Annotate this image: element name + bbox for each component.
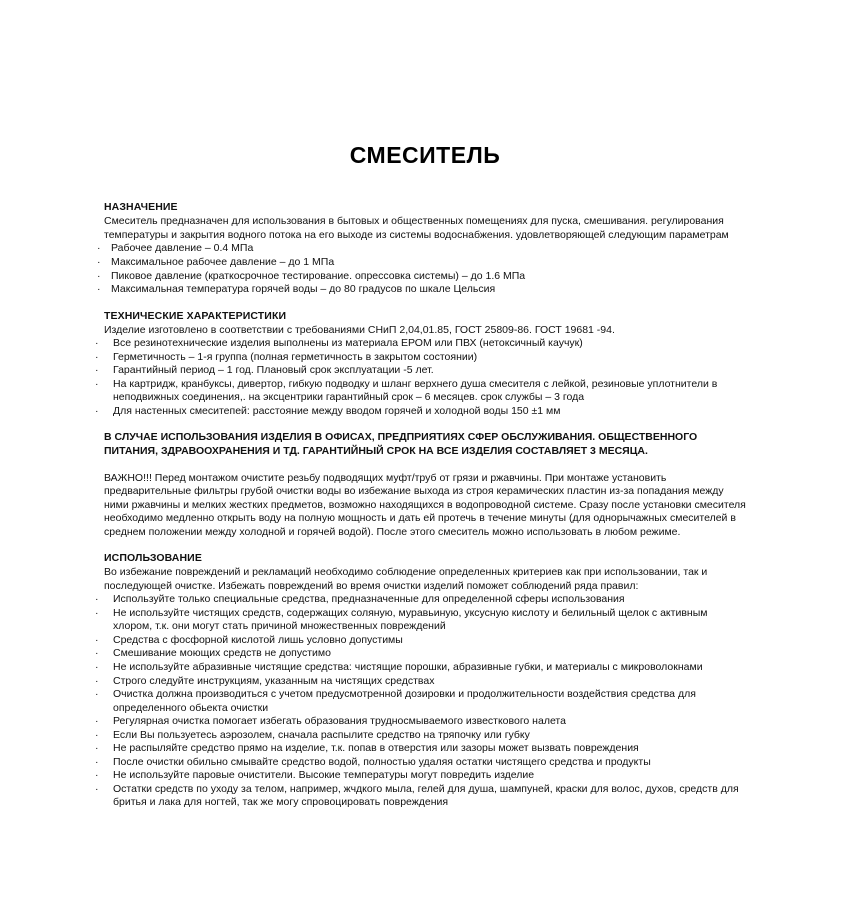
- bullet-icon: ·: [95, 755, 99, 768]
- list-item-text: Остатки средств по уходу за телом, например, жчдкого мыла, гелей для душа, шампуней, краски для волос, духов, средств для бритья и лака для ногтей, так же могу спровоцировать повреждения: [113, 782, 739, 809]
- bullet-icon: ·: [95, 404, 99, 417]
- list-item: [95, 606, 746, 634]
- list-item: [95, 337, 746, 351]
- list-item: [95, 755, 746, 770]
- important-paragraph: ВАЖНО!!! Перед монтажом очистите резьбу подводящих муфт/труб от грязи и ржавчины. При монтаже установить предварительные фильтры грубой очистки воды во избежание выхода из строя керамических пластин из-за попадания между ними ржавчины и мелких жестких предметов, возможно находящихся в водопроводной системе. Сразу после установки смесителя необходимо медленно открыть воду на полную мощность и дать ей протечь в течение минуты (для однорычажных смесителей в среднем положении между холодной и горячей водой). После этого смеситель можно использовать в любом режиме.: [104, 471, 746, 538]
- list-item-text: Средства с фосфорной кислотой лишь условно допустимы: [113, 633, 403, 646]
- section-warranty-notice: [104, 431, 746, 458]
- list-item-text: Герметичность – 1-я группа (полная герметичность в закрытом состоянии): [113, 350, 478, 363]
- bullet-icon: ·: [95, 593, 99, 606]
- bullet-icon: ·: [95, 606, 99, 619]
- list-item: [97, 269, 746, 284]
- list-item-text: Пиковое давление (краткосрочное тестирование. опрессовка системы) – до 1.6 МПа: [111, 269, 526, 282]
- list-item: [95, 715, 746, 729]
- list-item-text: Используйте только специальные средства, предназначенные для определенной сферы использования: [113, 593, 625, 606]
- list-item-text: Не используйте чистящих средств, содержащих соляную, муравьиную, уксусную кислоту и белильный щелок с активным хлором, т.к. они могут стать причиной множественных повреждений: [113, 606, 708, 633]
- bullet-icon: ·: [97, 256, 101, 269]
- specs-intro-paragraph: Изделие изготовлено в соответствии с требованиями СНиП 2,04,01.85, ГОСТ 25809-86. ГОСТ 19681 -94.: [104, 323, 615, 336]
- page-title: СМЕСИТЕЛЬ: [349, 142, 501, 168]
- list-item: [95, 364, 746, 378]
- list-item: [95, 661, 746, 675]
- list-item: [97, 242, 746, 256]
- list-item-text: Все резинотехнические изделия выполнены из материала ЕРОМ или ПВХ (нетоксичный каучук): [113, 337, 583, 350]
- bullet-icon: ·: [95, 633, 99, 646]
- purpose-bullet-list: [97, 242, 746, 296]
- list-item: [97, 256, 746, 270]
- list-item: [97, 283, 746, 297]
- list-item: [95, 769, 746, 783]
- bullet-icon: ·: [97, 242, 101, 255]
- list-item: [95, 782, 746, 810]
- list-item: [95, 742, 746, 756]
- section-heading-usage: ИСПОЛЬЗОВАНИЕ: [104, 552, 202, 565]
- bullet-icon: ·: [97, 269, 101, 282]
- list-item-text: Не используйте абразивные чистящие средства: чистящие порошки, абразивные губки, и материалы с микроволокнами: [113, 661, 703, 674]
- bullet-icon: ·: [95, 377, 99, 390]
- bullet-icon: ·: [97, 283, 101, 296]
- list-item-text: Смешивание моющих средств не допустимо: [113, 647, 331, 660]
- section-heading-specs: ТЕХНИЧЕСКИЕ ХАРАКТЕРИСТИКИ: [104, 309, 287, 322]
- usage-intro-paragraph: Во избежание повреждений и рекламаций необходимо соблюдение определенных критериев как при использовании, так и последующей очистке. Избежать повреждений во время очистки изделий поможет соблюдений ряда правил:: [104, 566, 708, 592]
- list-item: [95, 674, 746, 689]
- list-item-text: Очистка должна производиться с учетом предусмотренной дозировки и продолжительности воздействия средства для определенного обьекта очистки: [113, 688, 696, 714]
- list-item-text: Гарантийный период – 1 год. Плановый срок эксплуатации -5 лет.: [113, 364, 434, 377]
- bullet-icon: ·: [95, 647, 99, 660]
- list-item-text: Если Вы пользуетесь аэрозолем, сначала распылите средство на тряпочку или губку: [113, 728, 530, 741]
- list-item-text: На картридж, кранбуксы, дивертор, гибкую подводку и шланг верхнего душа смесителя с лейкой, резиновые уплотнители в неподвижных соединения,. на эксцентрики гарантийный срок – 6 месяцев. срок службы – 3 года: [113, 377, 718, 404]
- bullet-icon: ·: [95, 715, 99, 728]
- list-item: [95, 688, 746, 715]
- specs-bullet-list: [95, 337, 746, 418]
- list-item: [95, 404, 746, 419]
- list-item-text: Не используйте паровые очистители. Высокие температуры могут повредить изделие: [113, 769, 535, 782]
- purpose-intro-paragraph: Смеситель предназначен для использования в бытовых и общественных помещениях для пуска, смешивания. регулирования температуры и закрытия водного потока на его выходе из системы водоснабжения. удовлетворяющей следующим параметрам: [104, 215, 729, 241]
- list-item-text: Для настенных смеситепей: расстояние между вводом горячей и холодной воды 150 ±1 мм: [113, 404, 561, 417]
- bullet-icon: ·: [95, 742, 99, 755]
- list-item: [95, 377, 746, 405]
- bullet-icon: ·: [95, 769, 99, 782]
- list-item-text: Строго следуйте инструкциям, указанным на чистящих средствах: [113, 674, 435, 687]
- list-item-text: После очистки обильно смывайте средство водой, полностью удаляя остатки чистящего средства и продукты: [113, 755, 651, 768]
- section-usage: [95, 552, 746, 810]
- section-spacer: [104, 418, 746, 431]
- section-specs: [95, 309, 746, 419]
- section-purpose: [97, 201, 746, 296]
- section-important: [104, 472, 746, 540]
- bullet-icon: ·: [95, 364, 99, 377]
- list-item: [95, 647, 746, 661]
- list-item-text: Регулярная очистка помогает избегать образования трудносмываемого известкового налета: [113, 715, 566, 728]
- list-item: [95, 633, 746, 648]
- section-spacer: [104, 539, 746, 552]
- section-spacer: [104, 459, 746, 472]
- list-item: [95, 728, 746, 743]
- list-item-text: Не распыляйте средство прямо на изделие, т.к. попав в отверстия или зазоры может вызвать повреждения: [113, 742, 639, 755]
- section-heading-purpose: НАЗНАЧЕНИЕ: [104, 201, 178, 214]
- bullet-icon: ·: [95, 661, 99, 674]
- section-spacer: [104, 297, 746, 310]
- bullet-icon: ·: [95, 337, 99, 350]
- list-item: [95, 593, 746, 607]
- bullet-icon: ·: [95, 674, 99, 687]
- list-item: [95, 350, 746, 365]
- list-item-text: Рабочее давление – 0.4 МПа: [111, 242, 254, 255]
- list-item-text: Максимальная температура горячей воды – до 80 градусов по шкале Цельсия: [111, 283, 496, 296]
- usage-bullet-list: [95, 593, 746, 810]
- bullet-icon: ·: [95, 350, 99, 363]
- list-item-text: Максимальное рабочее давление – до 1 МПа: [111, 256, 335, 269]
- warranty-notice-paragraph: В СЛУЧАЕ ИСПОЛЬЗОВАНИЯ ИЗДЕЛИЯ В ОФИСАХ, ПРЕДПРИЯТИЯХ СФЕР ОБСЛУЖИВАНИЯ. ОБЩЕСТВЕННОГО ПИТАНИЯ, ЗДРАВООХРАНЕНИЯ И ТД. ГАРАНТИЙНЫЙ СРОК НА ВСЕ ИЗДЕЛИЯ СОСТАВЛЯЕТ 3 МЕСЯЦА.: [104, 431, 698, 457]
- bullet-icon: ·: [95, 688, 99, 701]
- bullet-icon: ·: [95, 782, 99, 795]
- bullet-icon: ·: [95, 728, 99, 741]
- document-body: [95, 142, 746, 810]
